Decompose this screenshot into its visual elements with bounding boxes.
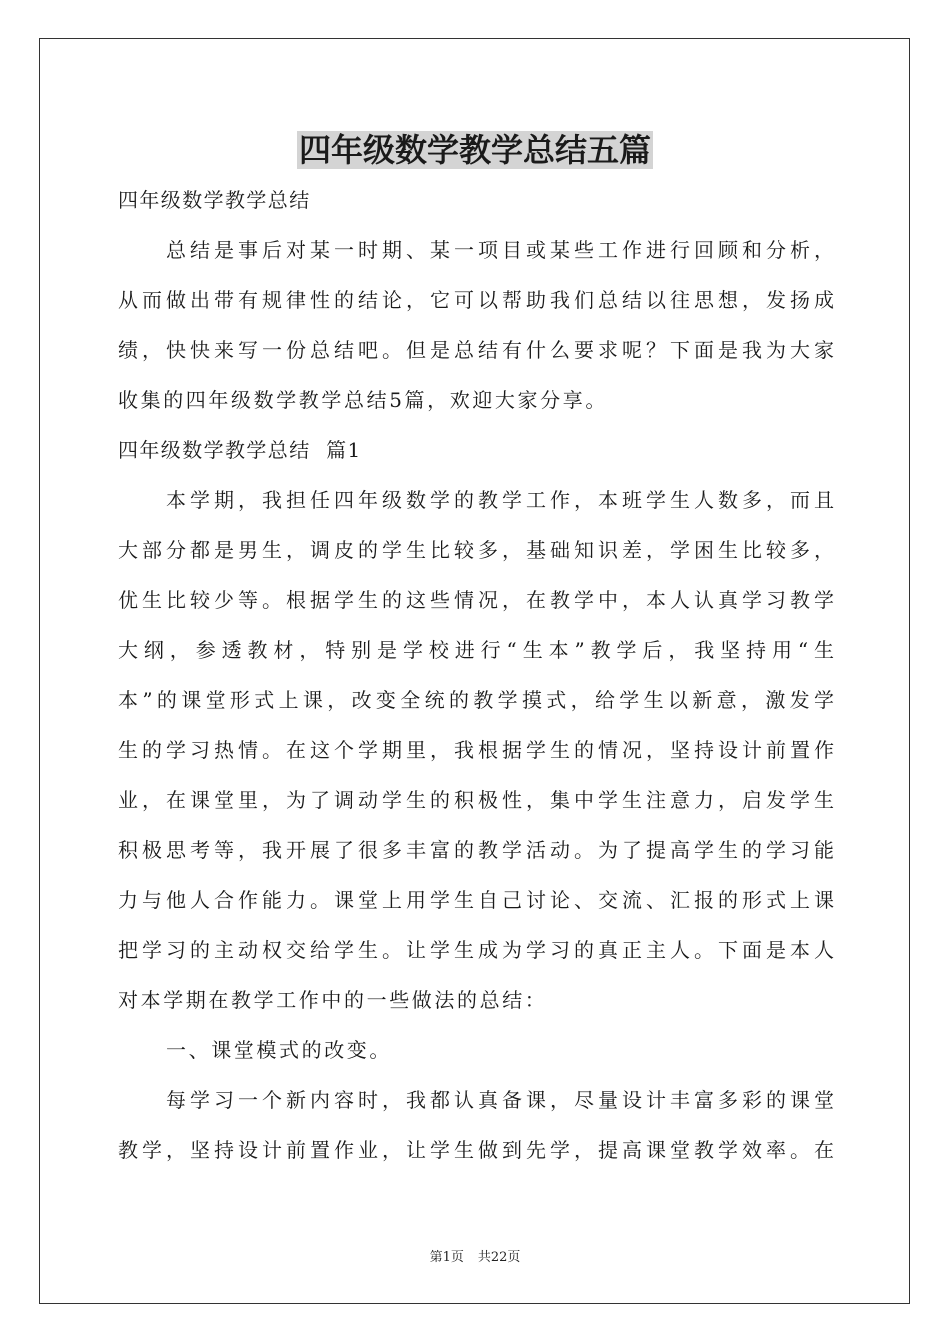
paragraph-line: 从而做出带有规律性的结论，它可以帮助我们总结以往思想，发扬成 — [118, 288, 834, 312]
paragraph-line: 收集的四年级数学教学总结5篇，欢迎大家分享。 — [118, 388, 608, 412]
paragraph-line: 教学，坚持设计前置作业，让学生做到先学，提高课堂教学效率。在 — [118, 1138, 834, 1162]
document-title — [0, 128, 950, 172]
paragraph-line: 绩，快快来写一份总结吧。但是总结有什么要求呢？下面是我为大家 — [118, 338, 834, 362]
paragraph-line: 把学习的主动权交给学生。让学生成为学习的真正主人。下面是本人 — [118, 938, 834, 962]
page-number-total: 共22页 — [477, 1250, 521, 1265]
paragraph-line: 积极思考等，我开展了很多丰富的教学活动。为了提高学生的学习能 — [118, 838, 834, 862]
subsection-heading: 一、课堂模式的改变。 — [166, 1038, 392, 1062]
paragraph-line: 对本学期在教学工作中的一些做法的总结： — [118, 988, 548, 1012]
paragraph-line: 本学期，我担任四年级数学的教学工作，本班学生人数多，而且 — [166, 488, 834, 512]
paragraph-line: 总结是事后对某一时期、某一项目或某些工作进行回顾和分析， — [166, 238, 834, 262]
paragraph-line: 生的学习热情。在这个学期里，我根据学生的情况，坚持设计前置作 — [118, 738, 834, 762]
paragraph-line: 力与他人合作能力。课堂上用学生自己讨论、交流、汇报的形式上课 — [118, 888, 834, 912]
paragraph-line: 业，在课堂里，为了调动学生的积极性，集中学生注意力，启发学生 — [118, 788, 834, 812]
paragraph-line: 大纲，参透教材，特别是学校进行“生本”教学后，我坚持用“生 — [118, 638, 834, 662]
page-footer — [0, 1250, 950, 1266]
paragraph-line: 优生比较少等。根据学生的这些情况，在教学中，本人认真学习教学 — [118, 588, 834, 612]
page-number-current: 第1页 — [429, 1250, 464, 1265]
paragraph-line: 本”的课堂形式上课，改变全统的教学摸式，给学生以新意，激发学 — [118, 688, 834, 712]
section-heading: 四年级数学教学总结 篇1 — [118, 438, 362, 462]
paragraph-line: 大部分都是男生，调皮的学生比较多，基础知识差，学困生比较多， — [118, 538, 834, 562]
page-border — [39, 38, 910, 1304]
document-title-text: 四年级数学教学总结五篇 — [298, 131, 651, 169]
paragraph-line: 每学习一个新内容时，我都认真备课，尽量设计丰富多彩的课堂 — [166, 1088, 834, 1112]
section-heading: 四年级数学教学总结 — [118, 188, 311, 212]
